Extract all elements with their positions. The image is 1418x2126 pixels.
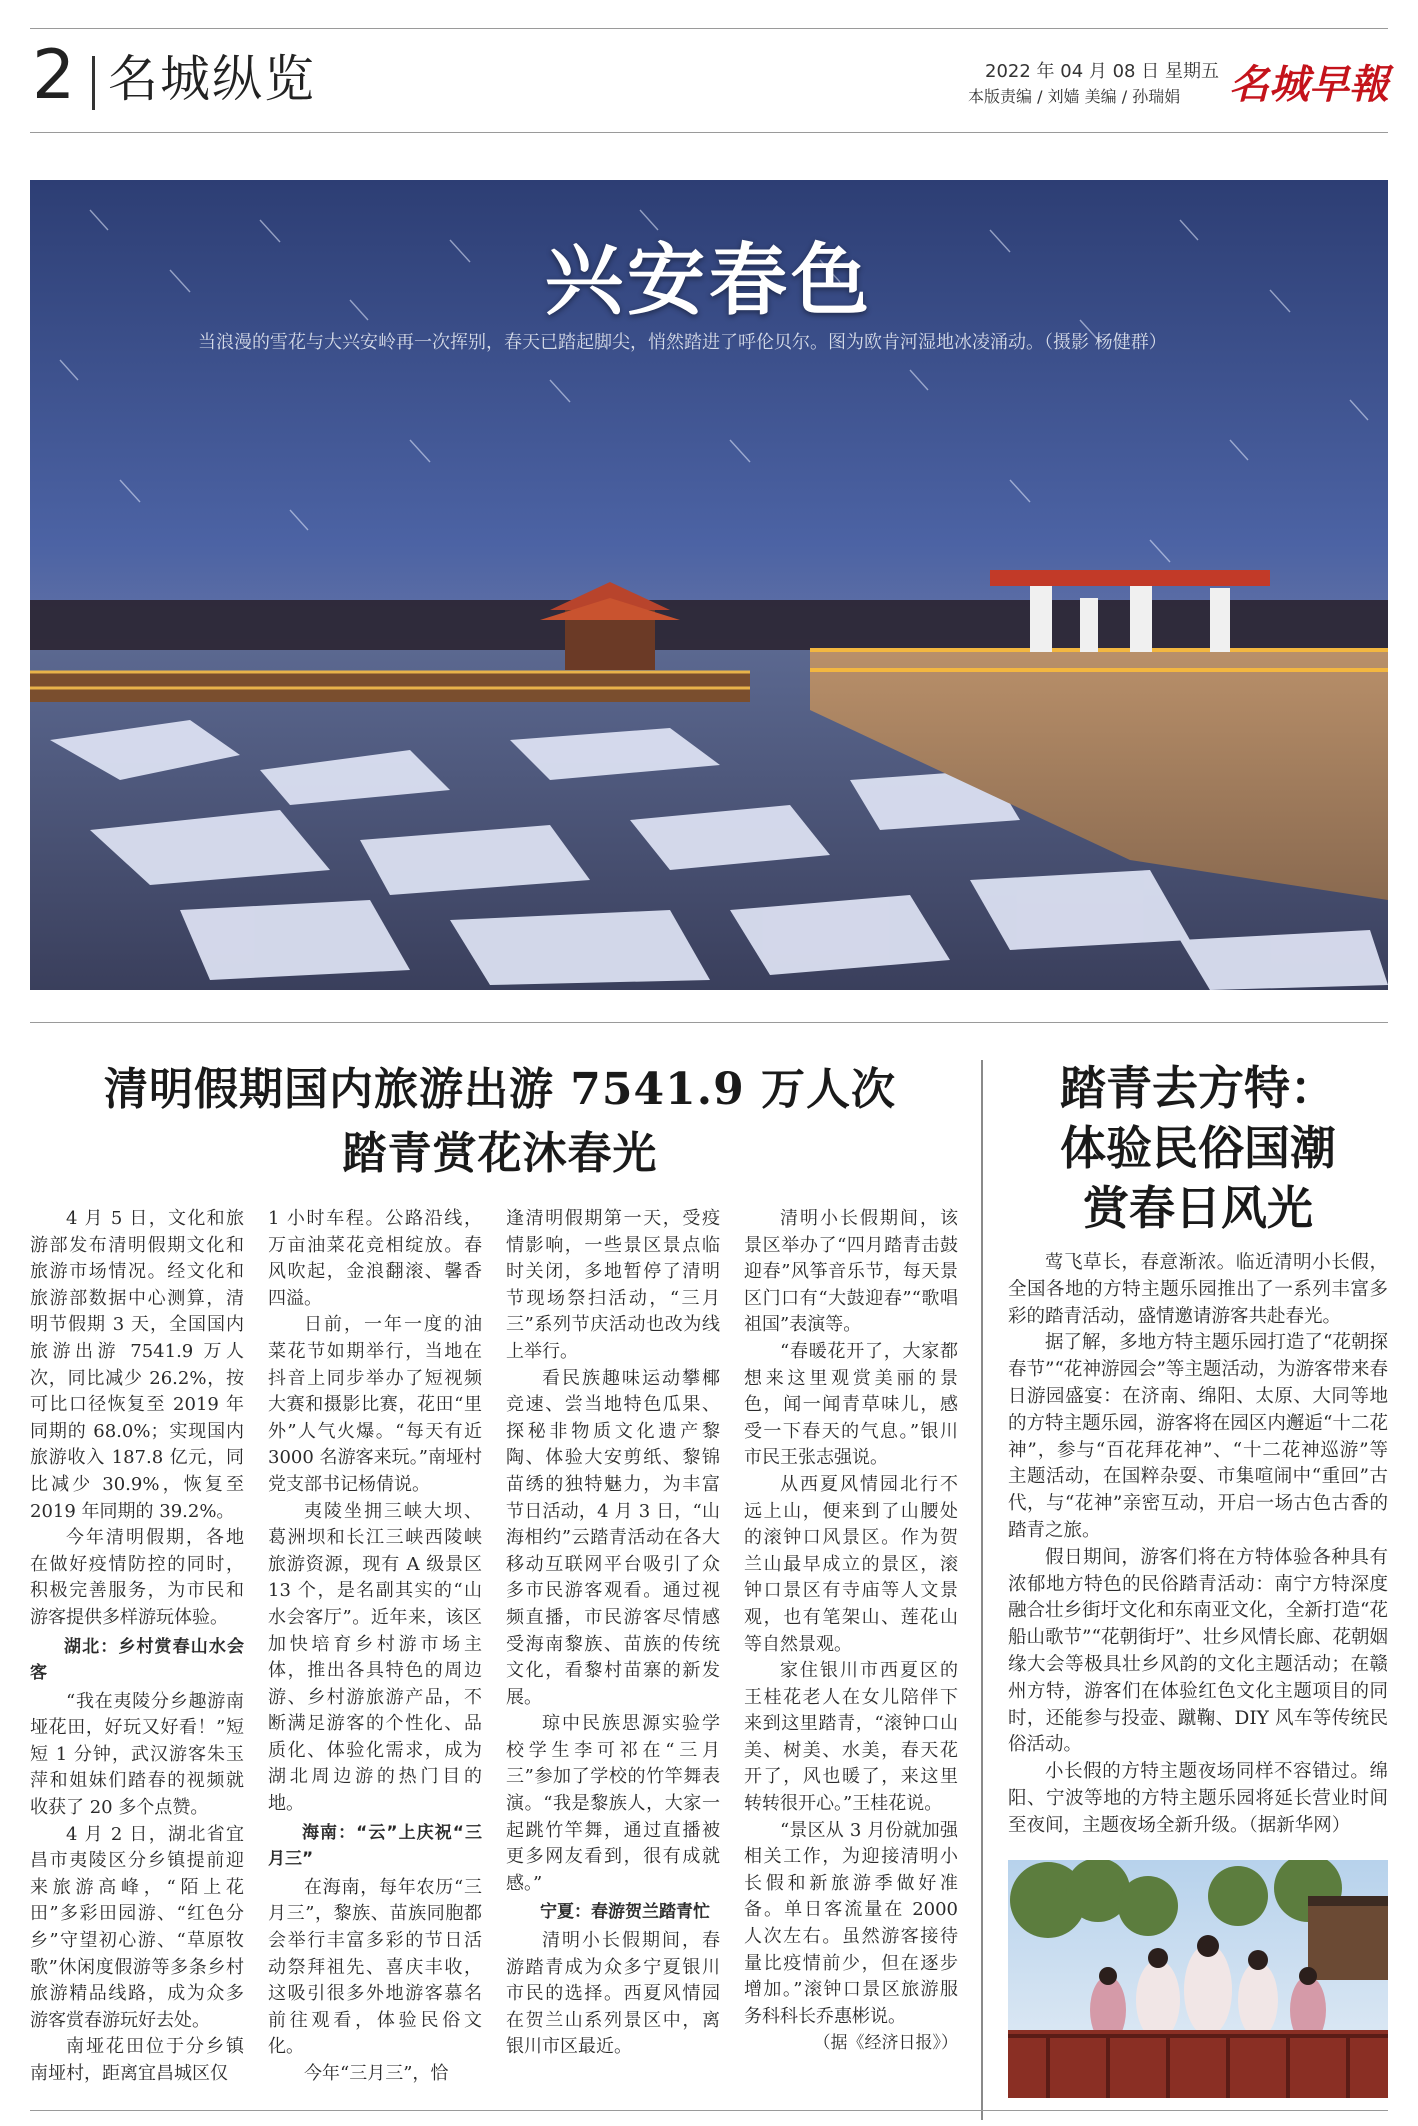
paragraph: 4 月 5 日，文化和旅游部发布清明假期文化和旅游市场情况。经文化和旅游部数据中心测算，清明节假期 3 天，全国国内旅游出游 7541.9 万人次，同比减少 26.2%，按可比口径恢复至 2019 年同期的 68.0%；实现国内旅游收入 187.8 亿元，同比减少 30.9%，恢复至 2019 年同期的 39.2%。	[30, 1208, 244, 1522]
paper-logo	[1224, 56, 1394, 110]
hero-title: 兴安春色	[544, 236, 873, 326]
paragraph: 日前，一年一度的油菜花节如期举行，当地在抖音上同步举办了短视频大赛和摄影比赛，花田“里外”人气火爆。“每天有近 3000 名游客来玩。”南垭村党支部书记杨倩说。	[268, 1314, 482, 1495]
paragraph: 在海南，每年农历“三月三”，黎族、苗族同胞都会举行丰富多彩的节日活动祭拜祖先、喜庆丰收，这吸引很多外地游客慕名前往观看，体验民俗文化。	[268, 1876, 482, 2058]
paragraph: 南垭花田位于分乡镇南垭村，距离宜昌城区仅	[30, 2036, 244, 2084]
header-divider	[92, 56, 95, 110]
hero-photo	[30, 180, 1388, 990]
article-column-4	[744, 1206, 958, 2057]
svg-text:名城早報: 名城早報	[1229, 61, 1389, 108]
main-headline-line1: 清明假期国内旅游出游 7541.9 万人次	[103, 1064, 897, 1115]
issue-date: 2022 年 04 月 08 日 星期五	[985, 61, 1219, 82]
hero-bottom-rule	[30, 1022, 1388, 1023]
side-headline	[1008, 1058, 1388, 1238]
paragraph: “我在夷陵分乡趣游南垭花田，好玩又好看！”短短 1 分钟，武汉游客朱玉萍和姐妹们踏春的视频就收获了 20 多个点赞。	[30, 1690, 244, 1819]
side-headline-line2: 体验民俗国潮	[1060, 1121, 1336, 1175]
side-article-body	[1008, 1250, 1388, 1840]
side-headline-line3: 赏春日风光	[1083, 1181, 1313, 1235]
paragraph: 假日期间，游客们将在方特体验各种具有浓郁地方特色的民俗踏青活动：南宁方特深度融合壮乡街圩文化和东南亚文化，全新打造“花船山歌节”“花朝街圩”、壮乡风情长廊、花朝姻缘大会等极具壮乡风韵的文化主题活动；在赣州方特，游客们在体验红色文化主题项目的同时，还能参与投壶、蹴鞠、DIY 风车等传统民俗活动。	[1008, 1546, 1388, 1756]
paragraph: 夷陵坐拥三峡大坝、葛洲坝和长江三峡西陵峡旅游资源，现有 A 级景区 13 个，是名副其实的“山水会客厅”。近年来，该区加快培育乡村游市场主体，推出各具特色的周边游、乡村游旅游产品，不断满足游客的个性化、品质化、体验化需求，成为湖北周边游的热门目的地。	[268, 1500, 482, 1815]
paragraph: 今年清明假期，各地在做好疫情防控的同时，积极完善服务，为市民和游客提供多样游玩体验。	[30, 1527, 244, 1628]
side-headline-line1: 踏青去方特：	[1060, 1061, 1336, 1115]
subheading: 海南：“云”上庆祝“三月三”	[268, 1822, 482, 1870]
paragraph: 4 月 2 日，湖北省宜昌市夷陵区分乡镇提前迎来旅游高峰，“陌上花田”多彩田园游、“红色分乡”守望初心游、“草原牧歌”休闲度假游等多条乡村旅游精品线路，成为众多游客赏春游玩好去处。	[30, 1823, 244, 2031]
paragraph: 逢清明假期第一天，受疫情影响，一些景区景点临时关闭，多地暂停了清明节现场祭扫活动，“三月三”系列节庆活动也改为线上举行。	[506, 1208, 720, 1362]
paragraph: 琼中民族思源实验学校学生李可祁在“三月三”参加了学校的竹竿舞表演。“我是黎族人，大家一起跳竹竿舞，通过直播被更多网友看到，很有成就感。”	[506, 1713, 720, 1894]
hero-caption: 当浪漫的雪花与大兴安岭再一次挥别，春天已踏起脚尖，悄然踏进了呼伦贝尔。图为欧肯河湿地冰凌涌动。（摄影 杨健群）	[198, 332, 1167, 353]
editor-credits: 本版责编 / 刘嫱 美编 / 孙瑞娟	[968, 87, 1181, 106]
article-column-3	[506, 1206, 720, 2061]
paragraph: 莺飞草长，春意渐浓。临近清明小长假，全国各地的方特主题乐园推出了一系列丰富多彩的踏青活动，盛情邀请游客共赴春光。	[1008, 1252, 1388, 1327]
page-number: 2	[32, 36, 76, 115]
article-source: （据《经济日报》）	[813, 2033, 958, 2054]
paragraph: 清明小长假期间，该景区举办了“四月踏青击鼓迎春”风筝音乐节，每天景区门口有“大鼓迎春”“歌唱祖国”表演等。	[744, 1208, 958, 1336]
paragraph: 据了解，多地方特主题乐园打造了“花朝探春节”“花神游园会”等主题活动，为游客带来春日游园盛宴：在济南、绵阳、太原、大同等地的方特主题乐园，游客将在园区内邂逅“十二花神”，参与“百花拜花神”、“十二花神巡游”等主题活动，在国粹杂耍、市集喧闹中“重回”古代，与“花神”亲密互动，开启一场古色古香的踏青之旅。	[1008, 1332, 1388, 1541]
paragraph: 看民族趣味运动攀椰竞速、尝当地特色瓜果、探秘非物质文化遗产黎陶、体验大安剪纸、黎锦苗绣的独特魅力，为丰富节日活动，4 月 3 日，“山海相约”云踏青活动在各大移动互联网平台吸引了众多市民游客观看。通过视频直播，市民游客尽情感受海南黎族、苗族的传统文化，看黎村苗寨的新发展。	[506, 1367, 720, 1708]
subheading: 湖北：乡村赏春山水会客	[30, 1636, 244, 1684]
subheading: 宁夏：春游贺兰踏青忙	[540, 1902, 710, 1923]
paragraph: 家住银川市西夏区的王桂花老人在女儿陪伴下来到这里踏青，“滚钟口山美、树美、水美，春天花开了，风也暖了，来这里转转很开心。”王桂花说。	[744, 1660, 958, 1815]
article-column-2	[268, 1206, 482, 2088]
header-bottom-rule	[30, 132, 1388, 133]
side-article-photo	[1008, 1860, 1388, 2098]
top-rule	[30, 28, 1388, 29]
paragraph: 今年“三月三”，恰	[304, 2063, 449, 2084]
main-headline	[40, 1058, 960, 1186]
paragraph: 清明小长假期间，春游踏青成为众多宁夏银川市民的选择。西夏风情园在贺兰山系列景区中，离银川市区最近。	[506, 1930, 720, 2058]
article-column-1	[30, 1206, 244, 2088]
festival-scene-image	[1008, 1860, 1388, 2098]
column-divider	[981, 1060, 983, 2120]
paragraph: “春暖花开了，大家都想来这里观赏美丽的景色，闻一闻青草味儿，感受一下春天的气息。”银川市民王张志强说。	[744, 1340, 958, 1469]
paragraph: 1 小时车程。公路沿线，万亩油菜花竞相绽放。春风吹起，金浪翻滚、馨香四溢。	[268, 1208, 482, 1309]
main-headline-line2: 踏青赏花沐春光	[342, 1128, 658, 1179]
paragraph: “景区从 3 月份就加强相关工作，为迎接清明小长假和新旅游季做好准备。单日客流量在 2000 人次左右。虽然游客接待量比疫情前少，但在逐步增加。”滚钟口景区旅游服务科科长乔惠彬说。	[744, 1819, 958, 2027]
paragraph: 小长假的方特主题夜场同样不容错过。绵阳、宁波等地的方特主题乐园将延长营业时间至夜间，主题夜场全新升级。（据新华网）	[1008, 1761, 1388, 1836]
paragraph: 从西夏风情园北行不远上山，便来到了山腰处的滚钟口风景区。作为贺兰山最早成立的景区，滚钟口景区有寺庙等人文景观，也有笔架山、莲花山等自然景观。	[744, 1473, 958, 1655]
section-title: 名城纵览	[108, 50, 316, 108]
bottom-rule	[30, 2110, 1388, 2111]
